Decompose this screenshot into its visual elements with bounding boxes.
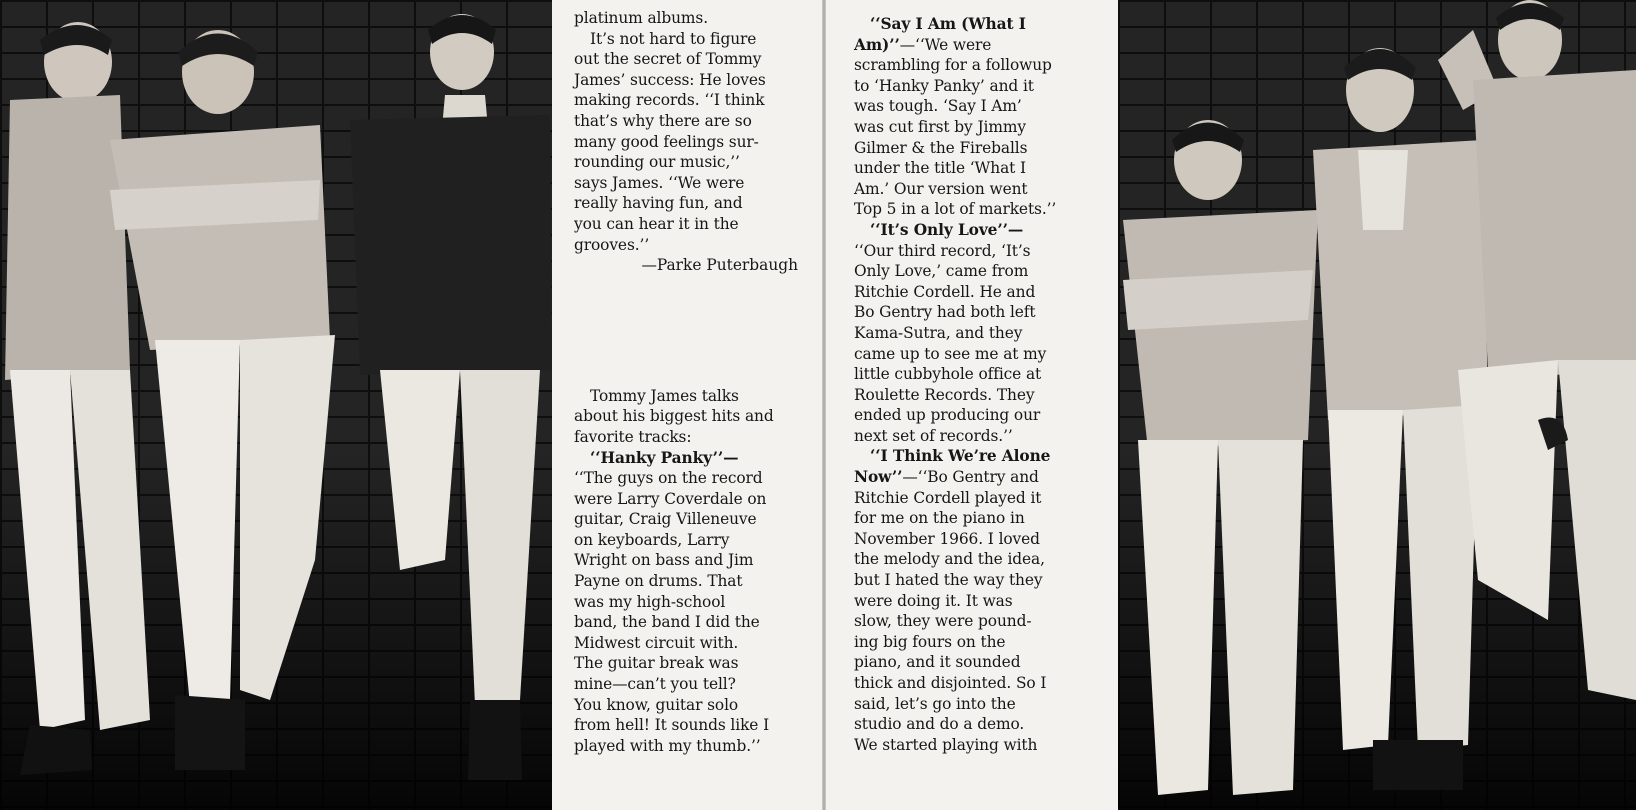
text-line: Am)’’—‘‘We were <box>854 35 992 54</box>
text-line: really having fun, and <box>574 194 743 213</box>
text-line: came up to see me at my <box>854 344 1047 363</box>
song-heading-say-i-am: ‘‘Say I Am (What I <box>870 15 1026 33</box>
text-line: the melody and the idea, <box>854 550 1045 569</box>
text-line: Ritchie Cordell played it <box>854 488 1042 507</box>
text-line: that’s why there are so <box>574 111 752 130</box>
text-line: rounding our music,’’ <box>574 153 740 172</box>
text-line: Midwest circuit with. <box>574 633 739 652</box>
song-heading-hanky-panky: ‘‘Hanky Panky’’— <box>590 448 739 467</box>
text-line: grooves.’’ <box>574 235 650 254</box>
text-line: next set of records.’’ <box>854 426 1013 445</box>
author-signature: —Parke Puterbaugh <box>641 256 798 275</box>
text-line: Bo Gentry had both left <box>854 303 1036 322</box>
text-line: were Larry Coverdale on <box>574 489 767 508</box>
text-line: out the secret of Tommy <box>574 50 762 69</box>
text-line: mine—can’t you tell? <box>574 675 736 694</box>
text-line: James’ success: He loves <box>574 70 766 89</box>
song-heading-its-only-love: ‘‘It’s Only Love’’— <box>870 220 1024 239</box>
text-line: about his biggest hits and <box>574 407 774 426</box>
song-heading-i-think-were-alone-now: ‘‘I Think We’re Alone <box>870 447 1051 466</box>
text-line: slow, they were pound- <box>854 612 1032 631</box>
text-line: ended up producing our <box>854 406 1041 425</box>
text-line: scrambling for a followup <box>854 56 1052 75</box>
band-members-illustration-left <box>0 0 552 810</box>
text-line: ‘‘The guys on the record <box>574 469 763 488</box>
text-line: was tough. ‘Say I Am’ <box>854 97 1022 116</box>
booklet-page-left <box>552 0 822 810</box>
text-line: Kama-Sutra, and they <box>854 323 1023 342</box>
text-line: says James. ‘‘We were <box>574 173 745 192</box>
song-notes <box>854 14 1096 755</box>
text-line: you can hear it in the <box>574 214 739 233</box>
text-line: ing big fours on the <box>854 632 1006 651</box>
text-line: making records. ‘‘I think <box>574 91 765 110</box>
text-line: said, let’s go into the <box>854 694 1016 713</box>
text-line: ‘‘Our third record, ‘It’s <box>854 241 1031 260</box>
text-line: little cubbyhole office at <box>854 365 1042 384</box>
text-line: Roulette Records. They <box>854 385 1035 404</box>
text-line: Am.’ Our version went <box>854 179 1028 198</box>
text-line: under the title ‘What I <box>854 159 1027 178</box>
band-members-illustration-right <box>1118 0 1636 810</box>
text-line: Payne on drums. That <box>574 572 743 591</box>
text-line: for me on the piano in <box>854 509 1025 528</box>
text-line: Gilmer & the Fireballs <box>854 138 1028 157</box>
booklet-page-right <box>826 0 1118 810</box>
text-line: studio and do a demo. <box>854 715 1025 734</box>
text-line: on keyboards, Larry <box>574 530 730 549</box>
text-line: were doing it. It was <box>854 591 1013 610</box>
text-line: platinum albums. <box>574 9 709 27</box>
text-line: thick and disjointed. So I <box>854 674 1047 692</box>
text-line: Top 5 in a lot of markets.’’ <box>854 200 1057 219</box>
text-line: We started playing with <box>854 735 1038 754</box>
text-line: was my high-school <box>574 592 726 611</box>
text-line: piano, and it sounded <box>854 653 1021 672</box>
band-photo-right <box>1118 0 1636 810</box>
band-photo-left <box>0 0 552 810</box>
text-line: Now’’—‘‘Bo Gentry and <box>854 468 1039 487</box>
text-line: It’s not hard to figure <box>590 29 757 48</box>
text-line: The guitar break was <box>574 654 739 673</box>
text-line: Tommy James talks <box>590 386 739 405</box>
text-line: played with my thumb.’’ <box>574 736 761 755</box>
text-line: was cut first by Jimmy <box>854 117 1026 136</box>
text-line: guitar, Craig Villeneuve <box>574 510 757 529</box>
text-line: band, the band I did the <box>574 613 760 632</box>
text-line: Ritchie Cordell. He and <box>854 282 1036 301</box>
text-line: favorite tracks: <box>574 427 692 446</box>
intro-paragraph <box>574 386 800 757</box>
text-line: You know, guitar solo <box>574 695 739 714</box>
text-line: but I hated the way they <box>854 571 1043 590</box>
text-line: from hell! It sounds like I <box>574 716 770 735</box>
text-line: many good feelings sur- <box>574 132 759 151</box>
text-line: Wright on bass and Jim <box>574 551 754 570</box>
text-line: November 1966. I loved <box>854 529 1040 548</box>
text-line: Only Love,’ came from <box>854 262 1029 281</box>
article-ending <box>574 8 800 255</box>
text-line: to ‘Hanky Panky’ and it <box>854 76 1034 95</box>
